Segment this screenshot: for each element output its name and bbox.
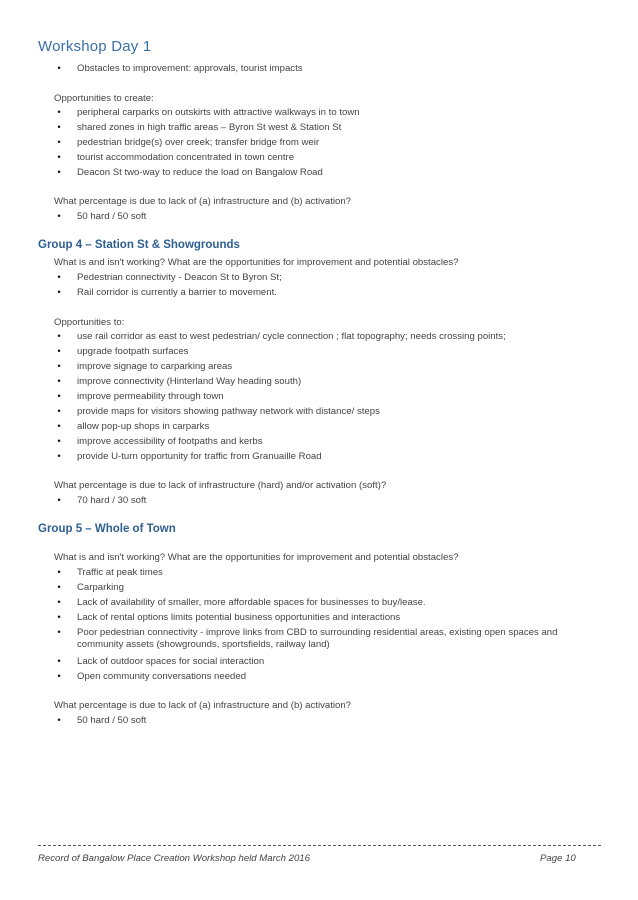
- footer-divider: [38, 845, 601, 846]
- group4-question: What is and isn't working? What are the opportunities for improvement and potential obstacles?: [54, 257, 459, 268]
- bullet-icon: •: [57, 421, 61, 432]
- bullet-icon: •: [57, 671, 61, 682]
- opportunities-heading: Opportunities to create:: [54, 93, 154, 104]
- document-page: Workshop Day 1 • Obstacles to improvement: approvals, tourist impacts Opportunities to create: • peripheral carparks on outskirts with attractive walkways in to town • shared zones in high traffic areas – Byron St west & Station St • pedestrian bridge(s) over creek; transfer bridge from weir • tourist accommodation concentrated in town centre • Deacon St two-way to reduce the load on Bangalow Road What percentage is due to lack of (a) infrastructure and (b) activation? • 50 hard / 50 soft Group 4 – Station St & Showgrounds What is and isn't working? What are the opportunities for improvement and potential obstacles? • Pedestrian connectivity - Deacon St to Byron St; • Rail corridor is currently a barrier to movement. Opportunities to: • use rail corridor as east to west pedestrian/ cycle connection ; flat topography; needs crossing points; • upgrade footpath surfaces • improve signage to carparking areas • improve connectivity (Hinterland Way heading south) • improve permeability through town • provide maps for visitors showing pathway network with distance/ steps • allow pop-up shops in carparks • improve accessibility of footpaths and kerbs • provide U-turn opportunity for traffic from Granuaille Road What percentage is due to lack of infrastructure (hard) and/or activation (soft)? • 70 hard / 30 soft Group 5 – Whole of Town What is and isn't working? What are the opportunities for improvement and potential obstacles? • Traffic at peak times • Carparking • Lack of availability of smaller, more affordable spaces for businesses to buy/lease. • Lack of rental options limits potential business opportunities and interactions • Poor pedestrian connectivity - improve links from CBD to surrounding residential areas, existing open spaces and community assets (showgrounds, sportsfields, railway land) • Lack of outdoor spaces for social interaction • Open community conversations needed What percentage is due to lack of (a) infrastructure and (b) activation? • 50 hard / 50 soft Record of Bangalow Place Creation Workshop held March 2016 Page 10: [0, 0, 638, 900]
- bullet-icon: •: [57, 612, 61, 623]
- bullet-icon: •: [57, 63, 61, 74]
- bullet-icon: •: [57, 137, 61, 148]
- bullet-icon: •: [57, 715, 61, 726]
- percentage-question: What percentage is due to lack of infrastructure (hard) and/or activation (soft)?: [54, 480, 387, 491]
- bullet-icon: •: [57, 582, 61, 593]
- percentage-question: What percentage is due to lack of (a) infrastructure and (b) activation?: [54, 196, 352, 207]
- footer-document-title: Record of Bangalow Place Creation Workshop held March 2016: [38, 853, 310, 864]
- bullet-icon: •: [57, 211, 61, 222]
- bullet-icon: •: [57, 495, 61, 506]
- bullet-icon: •: [57, 597, 61, 608]
- bullet-icon: •: [57, 107, 61, 118]
- bullet-icon: •: [57, 272, 61, 283]
- bullet-icon: •: [57, 152, 61, 163]
- bullet-icon: •: [57, 346, 61, 357]
- bullet-icon: •: [57, 627, 61, 638]
- percentage-question: What percentage is due to lack of (a) infrastructure and (b) activation?: [54, 700, 352, 711]
- bullet-icon: •: [57, 436, 61, 447]
- bullet-icon: •: [57, 451, 61, 462]
- bullet-icon: •: [57, 567, 61, 578]
- bullet-icon: •: [57, 656, 61, 667]
- opportunities-heading: Opportunities to:: [54, 317, 125, 328]
- workshop-day-title: Workshop Day 1: [38, 38, 152, 55]
- group5-heading: Group 5 – Whole of Town: [38, 523, 176, 535]
- page-number: Page 10: [540, 853, 576, 864]
- group4-heading: Group 4 – Station St & Showgrounds: [38, 239, 240, 251]
- bullet-icon: •: [57, 167, 61, 178]
- bullet-icon: •: [57, 406, 61, 417]
- bullet-icon: •: [57, 391, 61, 402]
- bullet-icon: •: [57, 122, 61, 133]
- bullet-icon: •: [57, 376, 61, 387]
- bullet-icon: •: [57, 361, 61, 372]
- bullet-icon: •: [57, 287, 61, 298]
- bullet-icon: •: [57, 331, 61, 342]
- group5-question: What is and isn't working? What are the opportunities for improvement and potential obstacles?: [54, 552, 459, 563]
